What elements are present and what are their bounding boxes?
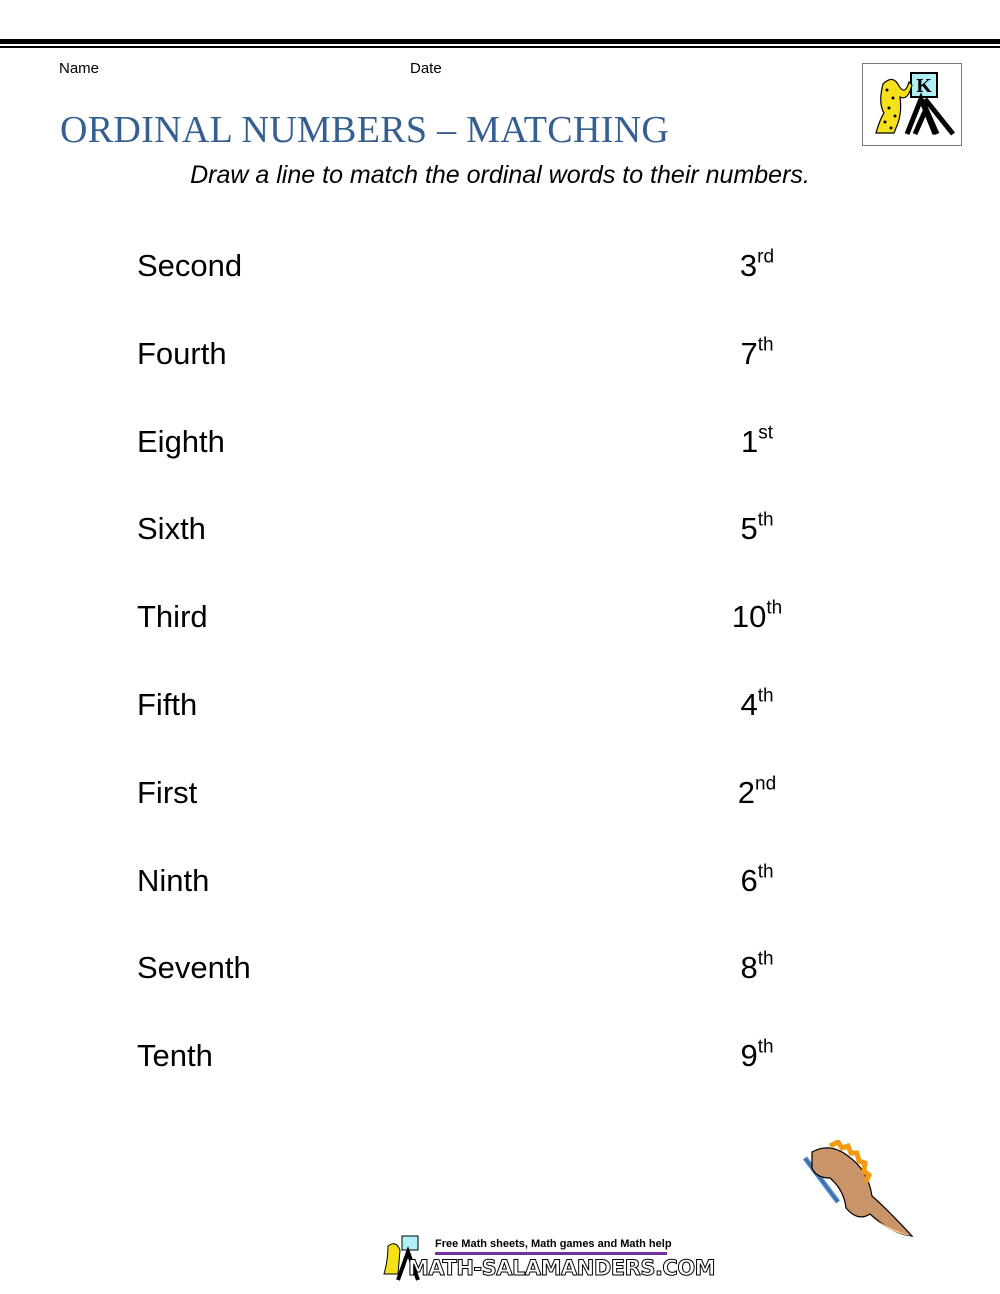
number-suffix: th [757,334,774,356]
footer-branding [380,1234,716,1284]
number-value: 6 [740,862,758,898]
number-value: 3 [739,248,758,283]
ordinal-number [707,863,807,899]
salamander-illustration [800,1140,925,1250]
ordinal-word: Fourth [137,335,227,371]
ordinal-number [707,950,807,986]
number-suffix: rd [757,246,775,268]
top-rule-thin [0,46,1000,48]
number-value: 1 [740,423,759,459]
ordinal-word: Eighth [137,423,225,459]
ordinal-word: Fifth [137,687,198,722]
ordinal-number [707,336,807,372]
number-value: 10 [731,599,767,635]
ordinal-word: Seventh [137,950,251,986]
number-value: 5 [740,511,758,547]
ordinal-word: Third [137,599,208,635]
number-suffix: nd [755,773,777,795]
number-value: 9 [740,1038,758,1074]
number-value: 2 [737,774,756,810]
number-value: 8 [740,950,758,986]
footer-site-name: MATH-SALAMANDERS.COM [408,1256,716,1280]
number-suffix: th [757,685,774,707]
ordinal-number [707,1038,807,1074]
ordinal-number [707,248,807,284]
ordinal-number [707,775,807,811]
page-title: ORDINAL NUMBERS – MATCHING [60,109,670,151]
ordinal-number [707,424,807,460]
ordinal-number [707,599,807,635]
ordinal-word: Sixth [137,511,206,547]
number-suffix: th [757,949,774,971]
logo-letter: K [916,75,932,97]
footer-divider [435,1252,667,1255]
number-suffix: th [766,597,783,619]
number-value: 7 [740,335,758,371]
top-rule [0,39,1000,44]
ordinal-word: Second [137,248,243,283]
name-label: Name [59,60,100,77]
number-suffix: st [758,422,774,444]
number-suffix: th [757,510,774,532]
ordinal-word: Tenth [137,1038,213,1074]
ordinal-number [707,687,807,723]
number-suffix: th [757,861,774,883]
ordinal-number [707,511,807,547]
instructions: Draw a line to match the ordinal words to their numbers. [190,161,810,189]
date-label: Date [410,60,442,77]
number-value: 4 [740,687,758,722]
ordinal-word: Ninth [137,862,210,898]
ordinal-word: First [137,774,198,810]
footer-tagline: Free Math sheets, Math games and Math help [435,1238,672,1250]
salamander-logo [862,63,962,146]
number-suffix: th [757,1036,774,1058]
